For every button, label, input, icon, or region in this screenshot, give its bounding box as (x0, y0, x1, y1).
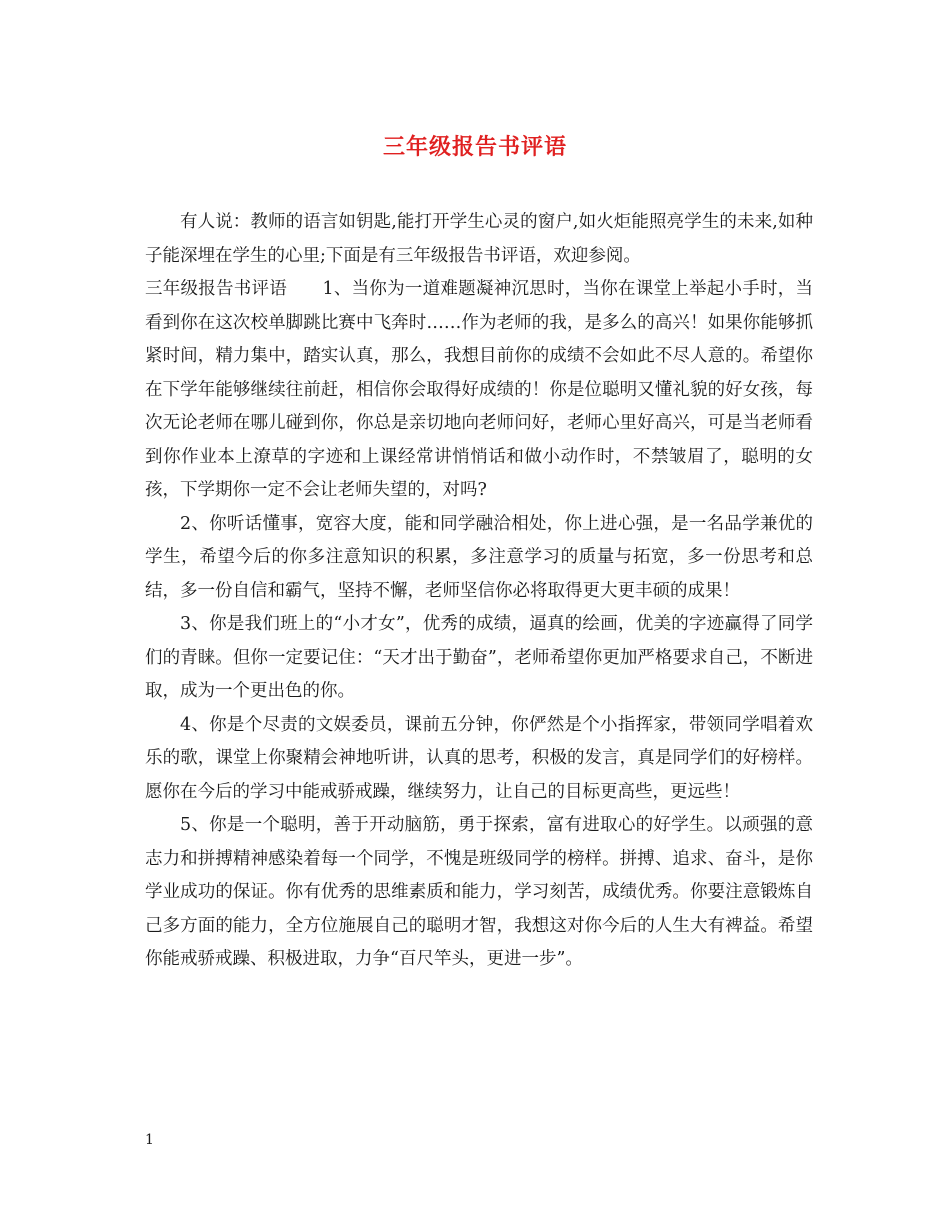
page-number: 1 (145, 1132, 154, 1148)
comment-paragraph-2: 2、你听话懂事，宽容大度，能和同学融洽相处，你上进心强，是一名品学兼优的学生，希望今后的你多注意知识的积累，多注意学习的质量与拓宽，多一份思考和总结，多一份自信和霸气，坚持不懈，老师坚信你必将取得更大更丰硕的成果！ (145, 513, 813, 601)
comment-paragraph-5: 5、你是一个聪明，善于开动脑筋，勇于探索，富有进取心的好学生。以顽强的意志力和拼搏精神感染着每一个同学，不愧是班级同学的榜样。拼搏、追求、奋斗，是你学业成功的保证。你有优秀的思维素质和能力，学习刻苦，成绩优秀。你要注意锻炼自己多方面的能力，全方位施展自己的聪明才智，我想这对你今后的人生大有裨益。希望你能戒骄戒躁、积极进取，力争“百尺竿头，更进一步”。 (145, 815, 813, 969)
page-title: 三年级报告书评语 (382, 134, 567, 160)
document-body (145, 206, 813, 977)
comment-paragraph-1: 三年级报告书评语 1、当你为一道难题凝神沉思时，当你在课堂上举起小手时，当看到你在这次校单脚跳比赛中飞奔时……作为老师的我，是多么的高兴！如果你能够抓紧时间，精力集中，踏实认真，那么，我想目前你的成绩不会如此不尽人意的。希望你在下学年能够继续往前赶，相信你会取得好成绩的！你是位聪明又懂礼貌的好女孩，每次无论老师在哪儿碰到你，你总是亲切地向老师问好，老师心里好高兴，可是当老师看到你作业本上潦草的字迹和上课经常讲悄悄话和做小动作时，不禁皱眉了，聪明的女孩，下学期你一定不会让老师失望的，对吗? (145, 279, 813, 500)
comment-paragraph-4: 4、你是个尽责的文娱委员，课前五分钟，你俨然是个小指挥家，带领同学唱着欢乐的歌，课堂上你聚精会神地听讲，认真的思考，积极的发言，真是同学们的好榜样。愿你在今后的学习中能戒骄戒躁，继续努力，让自己的目标更高些，更远些！ (145, 714, 813, 802)
intro-paragraph: 有人说：教师的语言如钥匙,能打开学生心灵的窗户,如火炬能照亮学生的未来,如种子能深埋在学生的心里;下面是有三年级报告书评语，欢迎参阅。 (145, 212, 813, 266)
comment-paragraph-3: 3、你是我们班上的“小才女”，优秀的成绩，逼真的绘画，优美的字迹赢得了同学们的青睐。但你一定要记住：“天才出于勤奋”，老师希望你更加严格要求自己，不断进取，成为一个更出色的你。 (145, 614, 813, 701)
